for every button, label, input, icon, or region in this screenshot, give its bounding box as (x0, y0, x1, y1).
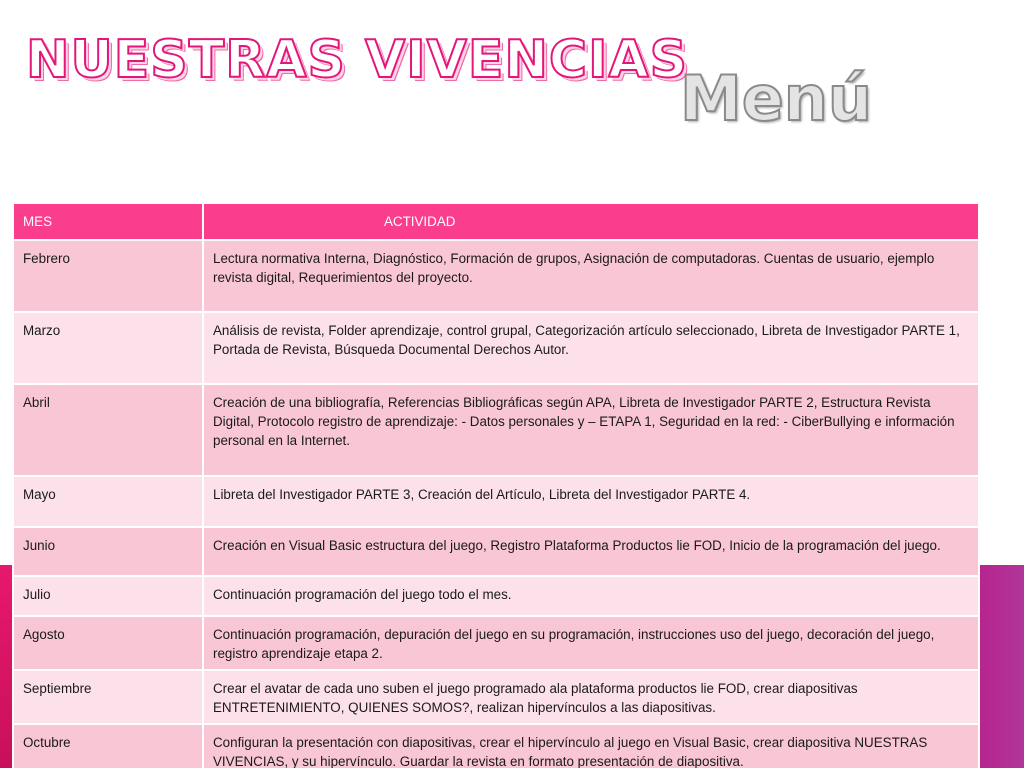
cell-mes: Agosto (13, 616, 203, 670)
menu-heading: Menú (680, 62, 873, 135)
table-row (13, 576, 979, 616)
table-row (13, 476, 979, 527)
cell-actividad: Libreta del Investigador PARTE 3, Creación del Artículo, Libreta del Investigador PARTE 4. (203, 476, 979, 527)
table-row (13, 312, 979, 384)
cell-actividad: Crear el avatar de cada uno suben el juego programado ala plataforma productos lie FOD, crear diapositivas ENTRETENIMIENTO, QUIENES SOMOS?, realizan hipervínculos a las diapositivas. (203, 670, 979, 724)
cell-actividad: Configuran la presentación con diapositivas, crear el hipervínculo al juego en Visual Basic, crear diapositiva NUESTRAS VIVENCIAS, y su hipervínculo. Guardar la revista en formato presentación de diapositiva. (203, 724, 979, 768)
table-row (13, 384, 979, 476)
cell-mes: Abril (13, 384, 203, 476)
cell-mes: Octubre (13, 724, 203, 768)
cell-actividad: Continuación programación del juego todo el mes. (203, 576, 979, 616)
cell-mes: Mayo (13, 476, 203, 527)
table-row (13, 240, 979, 312)
cell-mes: Junio (13, 527, 203, 576)
table-row (13, 724, 979, 768)
header-mes: MES (13, 203, 203, 240)
slide-title: NUESTRAS VIVENCIAS (26, 30, 689, 90)
cell-mes: Julio (13, 576, 203, 616)
cell-actividad: Continuación programación, depuración del juego en su programación, instrucciones uso del juego, decoración del juego, registro aprendizaje etapa 2. (203, 616, 979, 670)
table-header-row (13, 203, 979, 240)
cell-actividad: Lectura normativa Interna, Diagnóstico, Formación de grupos, Asignación de computadoras. Cuentas de usuario, ejemplo revista digital, Requerimientos del proyecto. (203, 240, 979, 312)
cell-actividad: Creación en Visual Basic estructura del juego, Registro Plataforma Productos lie FOD, Inicio de la programación del juego. (203, 527, 979, 576)
table-row (13, 670, 979, 724)
decorative-bar-right (980, 565, 1024, 768)
cell-mes: Marzo (13, 312, 203, 384)
cell-actividad: Análisis de revista, Folder aprendizaje, control grupal, Categorización artículo seleccionado, Libreta de Investigador PARTE 1, Portada de Revista, Búsqueda Documental Derechos Autor. (203, 312, 979, 384)
cell-mes: Febrero (13, 240, 203, 312)
header-actividad: ACTIVIDAD (203, 203, 979, 240)
activities-table (12, 202, 980, 768)
cell-actividad: Creación de una bibliografía, Referencias Bibliográficas según APA, Libreta de Investigador PARTE 2, Estructura Revista Digital, Protocolo registro de aprendizaje: - Datos personales y – ETAPA 1, Seguridad en la red: - CiberBullying e información personal en la Internet. (203, 384, 979, 476)
cell-mes: Septiembre (13, 670, 203, 724)
table-row (13, 527, 979, 576)
table-row (13, 616, 979, 670)
